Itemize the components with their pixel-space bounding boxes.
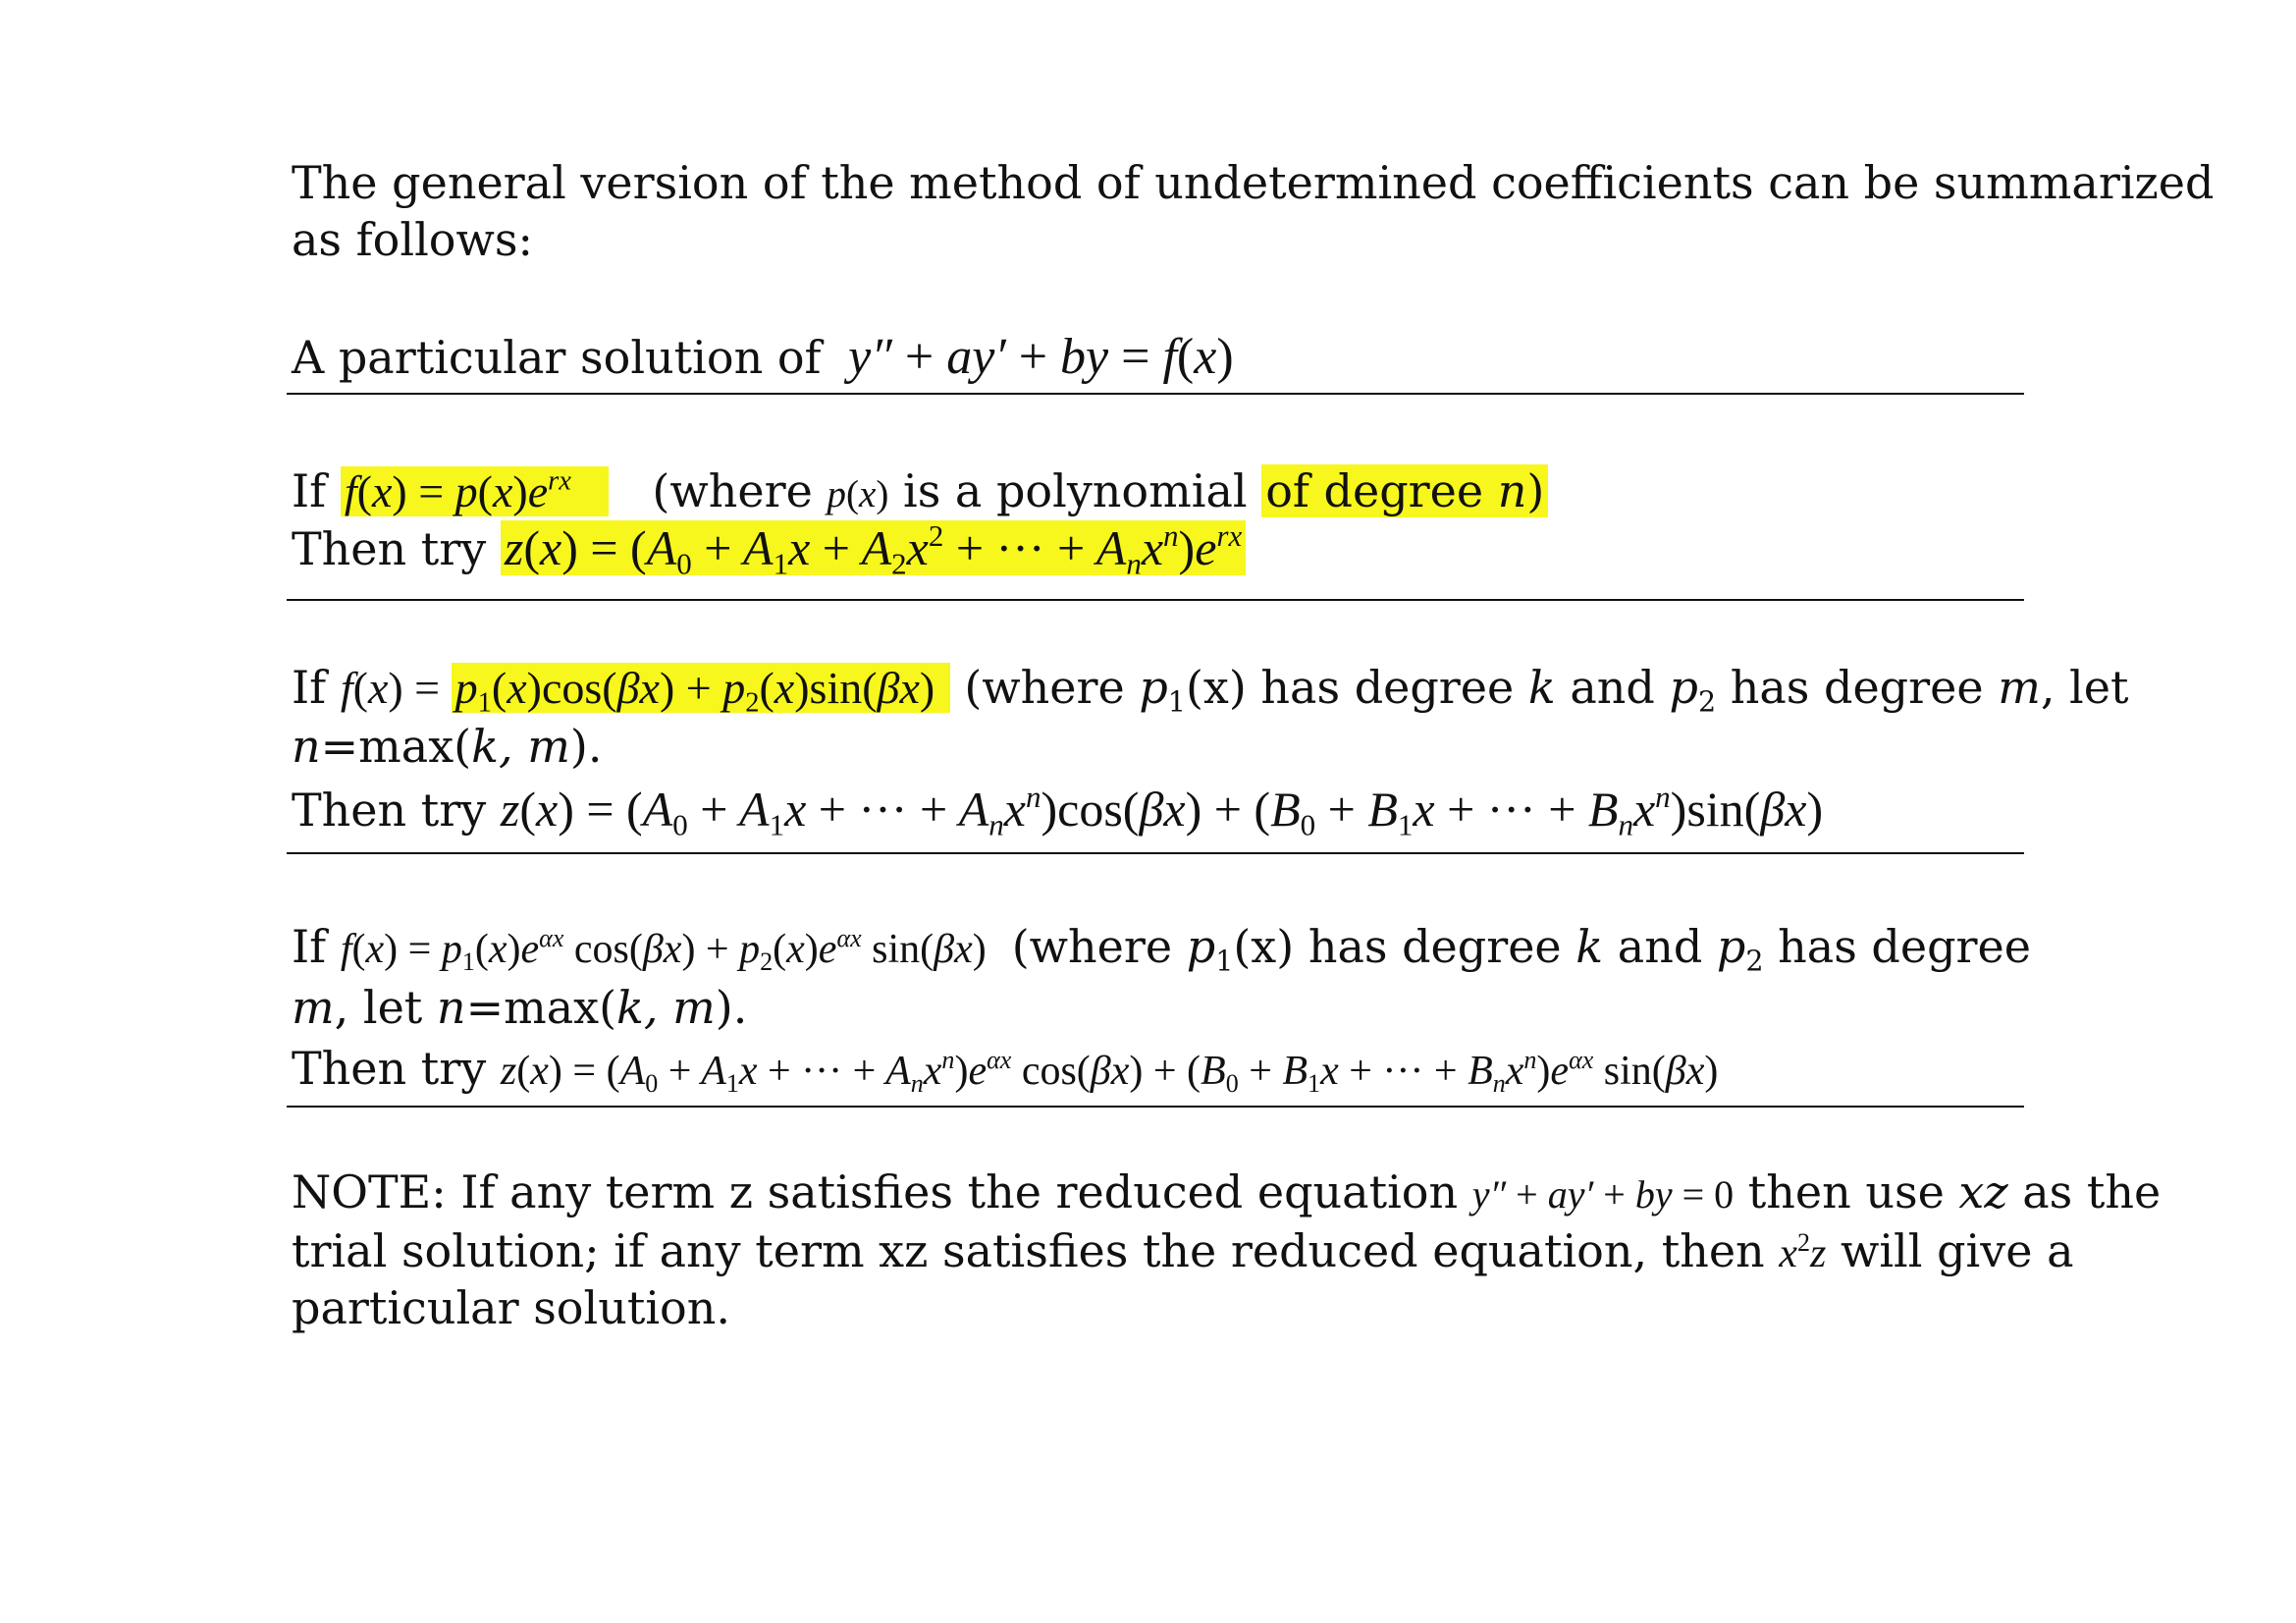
heading-equation: y″ + ay′ + by = f(x) [835, 329, 1234, 385]
case-3-where-text: (where $p_1(x)$ has degree k and $p_2$ has degree [1011, 920, 2031, 978]
case-3-condition-line [292, 919, 2031, 977]
section-divider [287, 1106, 2024, 1108]
case-3-trial: $z(x) = (A_0 + A_1x$ + ··· + $A_nx^n)e^{\alpha x}$ $\cos(\beta x) + (B_0 + B_1x$ + ··· + $B_nx^n)e^{\alpha x}$ sin(βx) [500, 1045, 1719, 1098]
section-divider [287, 599, 2024, 601]
case-1-trial: $z(x) = (A_0 + A_1x + A_2x^2$ + ··· + $A_nx^n)e^{rx}$ [501, 520, 1246, 575]
if-label: If [292, 661, 327, 714]
note-line-3: particular solution. [292, 1281, 730, 1334]
case-2-line-2: n=max(k, m). [292, 720, 603, 773]
case-1-condition: $f(x) = p(x)e^{rx}$ [341, 466, 610, 516]
note-line-1: NOTE: If any term z satisfies the reduced equation y″ + ay′ + by = 0 then use xz as the [292, 1165, 2162, 1218]
intro-line-2: as follows: [292, 213, 533, 266]
case-3-condition: $f(x) = p_1(x)e^{\alpha x}$ $\cos(\beta x) + p_2(x)e^{\alpha x}$ sin(βx) [340, 923, 987, 976]
case-1-where-text: (where p(x) is a polynomial of degree n) [652, 464, 1548, 517]
section-divider [287, 393, 2024, 395]
case-1-condition-line [292, 463, 1548, 522]
then-label: Then try [292, 784, 487, 837]
case-2-condition-line [292, 660, 2129, 719]
intro-line-1: The general version of the method of undetermined coefficients can be summarized [292, 156, 2215, 209]
case-2-trial: $z(x) = (A_0 + A_1x$ + ··· + $A_nx^n)\cos(\beta x) + (B_0 + B_1x$ + ··· + $B_nx^n)\sin(\beta x)$ [500, 779, 1824, 842]
heading-text: A particular solution of [292, 331, 822, 384]
note-line-2: trial solution; if any term xz satisfies the reduced equation, then $x^2z$ will give a [292, 1224, 2074, 1277]
case-3-line-2: m, let n=max(k, m). [292, 981, 748, 1034]
section-divider [287, 852, 2024, 854]
case-2-condition: $f(x) = p_1(x)\cos(\beta x) + p_2(x)\sin(\beta x)$ [341, 663, 950, 713]
case-1-trial-line [292, 517, 1246, 581]
then-label: Then try [292, 1042, 487, 1095]
case-3-trial-line [292, 1041, 1718, 1099]
if-label: If [292, 464, 327, 517]
then-label: Then try [292, 522, 487, 575]
case-2-trial-line [292, 779, 1824, 842]
if-label: If [292, 920, 327, 973]
case-2-where-text: (where $p_1(x)$ has degree k and $p_2$ has degree m, let [964, 661, 2129, 719]
